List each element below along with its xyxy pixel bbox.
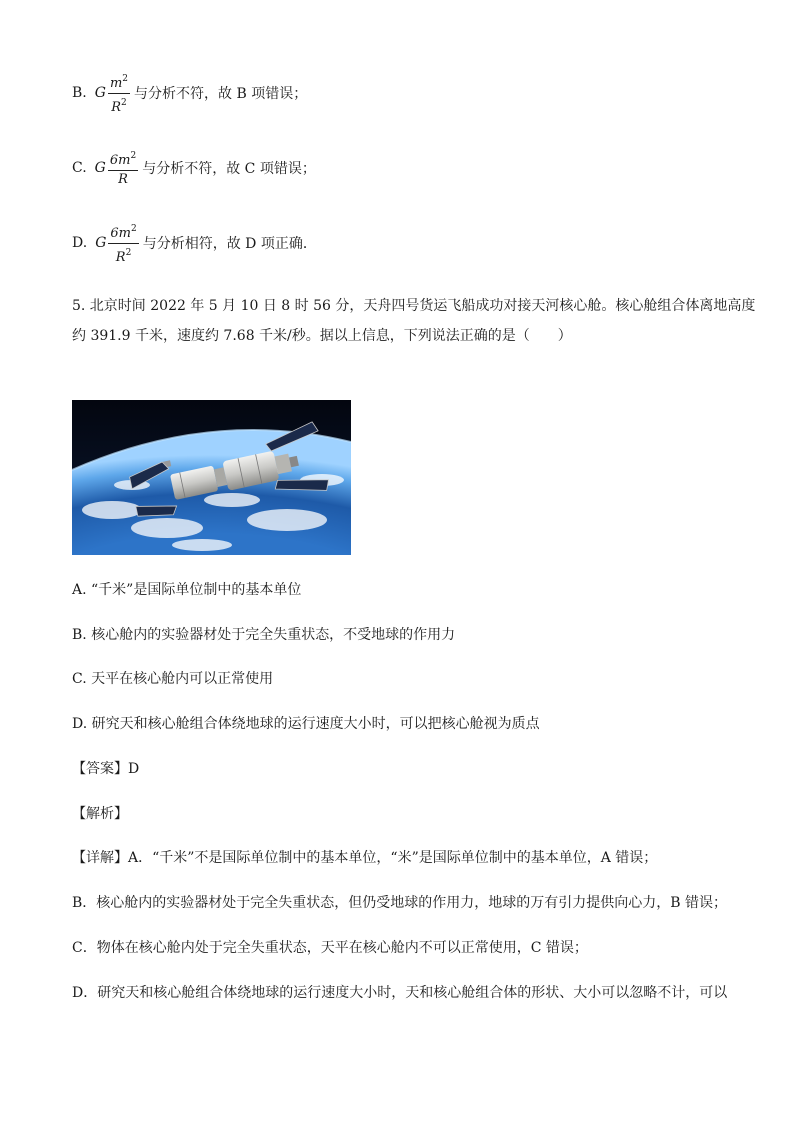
denominator-text: R [118,172,128,187]
denominator-exponent: 2 [121,97,127,108]
option-d-row [72,218,317,268]
answer-value: D [128,761,140,777]
numerator-text: m [109,75,123,91]
answer-line [72,759,139,779]
choice-b: B. 核心舱内的实验器材处于完全失重状态，不受地球的作用力 [72,627,456,643]
formula-fraction [108,71,130,116]
choice-c: C. 天平在核心舱内可以正常使用 [72,671,274,687]
option-b-letter: B. [72,85,87,101]
option-b-row [72,68,307,118]
denominator-text: R [115,249,126,265]
fraction-numerator [108,221,138,244]
choice-a: A. “千米”是国际单位制中的基本单位 [72,582,302,598]
detail-line-2: B．核心舱内的实验器材处于完全失重状态，但仍受地球的作用力，地球的万有引力提供向心力，B 错误； [72,895,728,911]
question5-stem-line2: 约 391.9 千米，速度约 7.68 千米/秒。据以上信息，下列说法正确的是（ ） [72,328,572,344]
numerator-exponent: 2 [130,151,137,161]
option-c-text: 与分析不符，故 C 项错误； [142,161,316,177]
numerator-text: 6m [110,225,131,241]
fraction-numerator [108,71,130,94]
option-c-letter: C. [72,160,87,176]
fraction-denominator [118,171,128,188]
option-d-text: 与分析相符，故 D 项正确． [142,236,317,252]
formula-g: G [94,85,106,101]
option-d-formula [95,221,139,266]
formula-g: G [94,160,106,176]
denominator-exponent: 2 [125,247,132,258]
numerator-exponent: 2 [130,223,137,234]
denominator-text: R [111,99,121,115]
option-c-row [72,143,316,193]
detail-line-1: 【详解】A．“千米”不是国际单位制中的基本单位，“米”是国际单位制中的基本单位，A 错误； [72,850,658,866]
numerator-text: 6m [109,153,131,168]
answer-tag: 【答案】 [72,761,128,777]
option-b-text: 与分析不符，故 B 项错误； [134,86,308,102]
fraction-denominator [111,94,127,116]
formula-fraction [108,148,138,188]
fraction-numerator [108,148,138,171]
space-station-illustration [72,400,351,555]
formula-g: G [95,235,107,251]
space-station-photo [72,400,351,555]
option-d-letter: D. [72,235,88,251]
choice-d: D. 研究天和核心舱组合体绕地球的运行速度大小时，可以把核心舱视为质点 [72,716,540,732]
question5-stem-line1: 5. 北京时间 2022 年 5 月 10 日 8 时 56 分，天舟四号货运飞船成功对接天河核心舱。核心舱组合体离地高度 [72,298,756,314]
analysis-tag: 【解析】 [72,806,128,822]
detail-line-3: C．物体在核心舱内处于完全失重状态，天平在核心舱内不可以正常使用，C 错误； [72,940,588,956]
formula-fraction [108,221,138,266]
numerator-exponent: 2 [122,73,128,84]
detail-line-4: D．研究天和核心舱组合体绕地球的运行速度大小时，天和核心舱组合体的形状、大小可以忽略不计，可以 [72,985,728,1001]
option-c-formula [95,148,139,188]
fraction-denominator [116,244,132,266]
option-b-formula [95,71,130,116]
